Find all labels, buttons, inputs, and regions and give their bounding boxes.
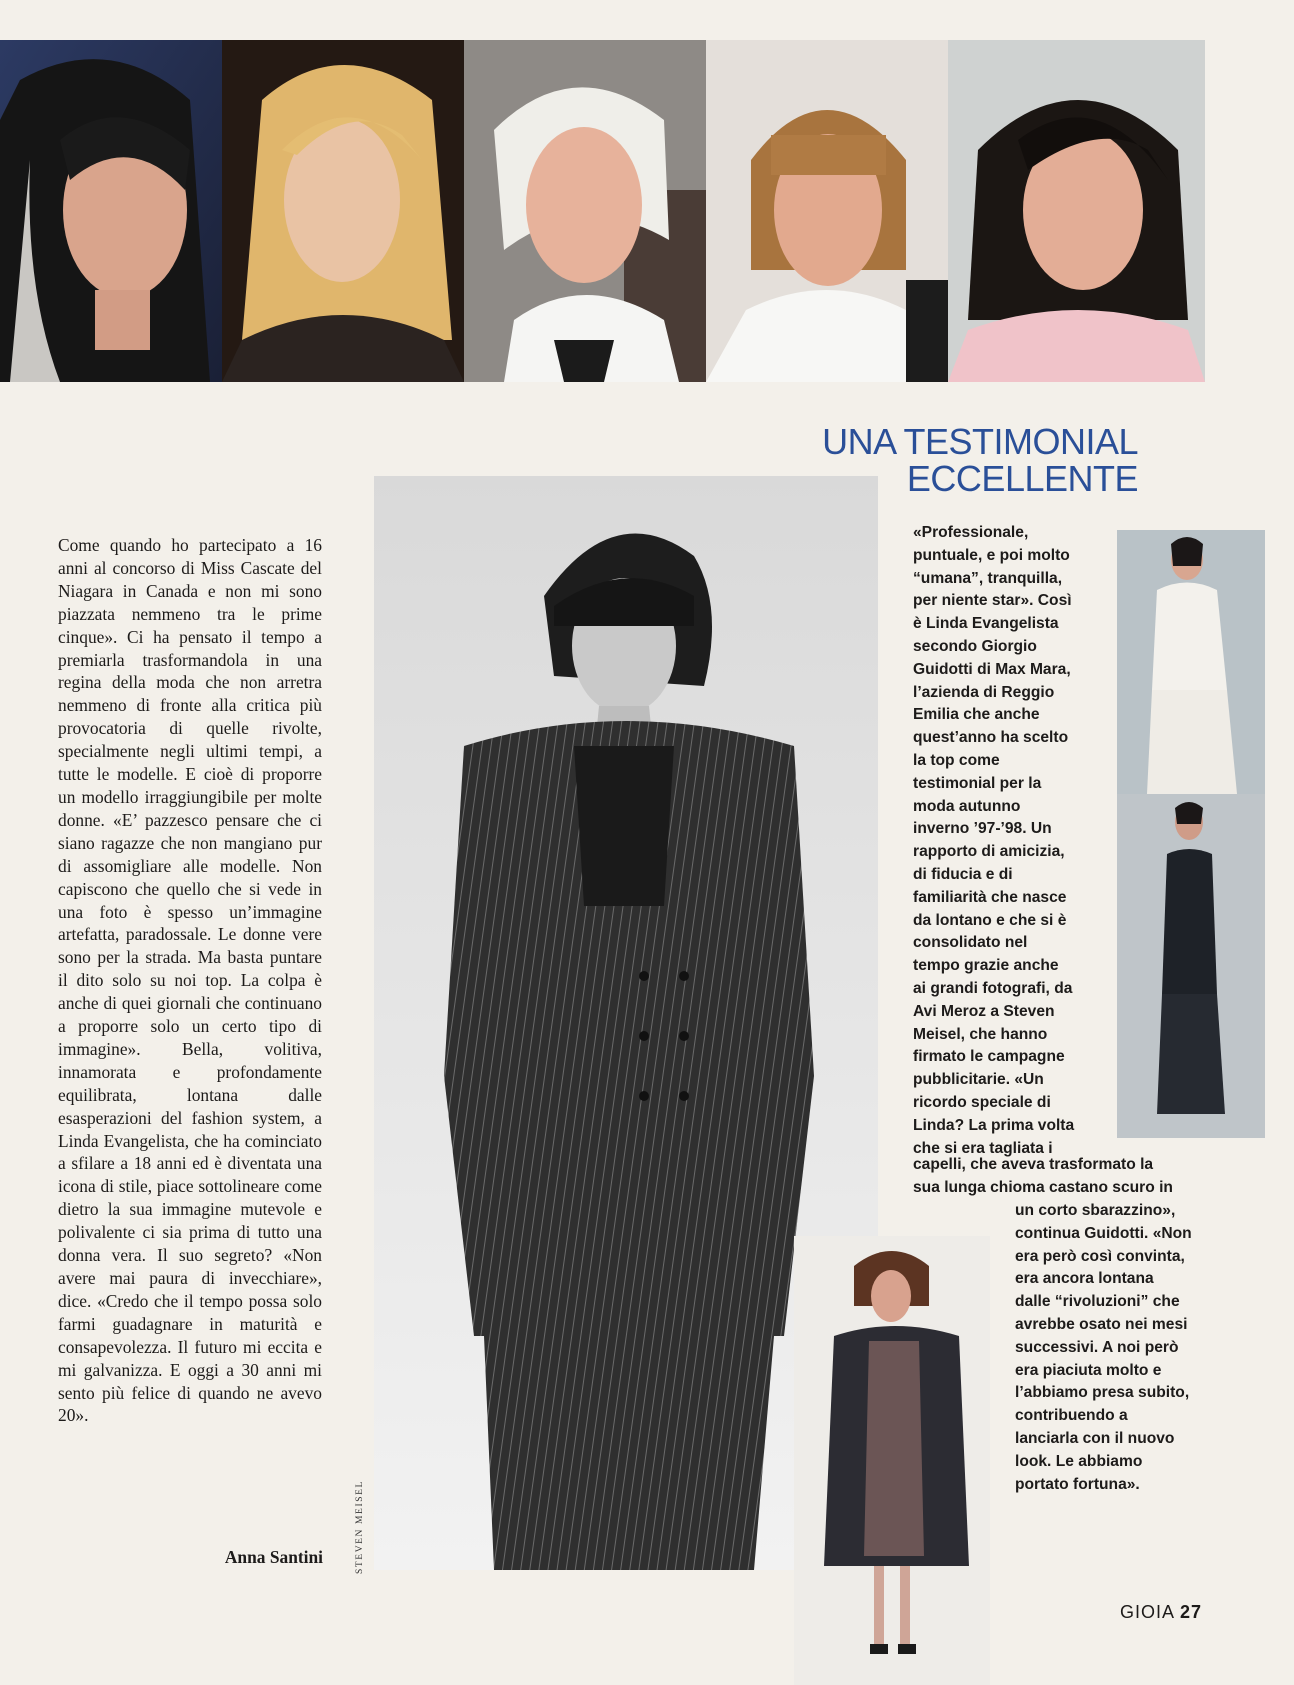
sidebar-quote-line: avrebbe osato nei mesi [1015,1315,1188,1333]
sidebar-quote-line: successivi. A noi però [1015,1338,1179,1356]
sidebar-quote-line: un corto sbarazzino», [1015,1202,1176,1219]
sidebar-quote-line: sua lunga chioma castano scuro in [913,1178,1173,1196]
sidebar-quote-line: tempo grazie anche [913,957,1059,975]
sidebar-quote-line: «Professionale, [913,524,1029,541]
headline-line-2: ECCELLENTE [906,458,1138,499]
sidebar-quote-line: ricordo speciale di [913,1093,1051,1111]
sidebar-quote-line: look. Le abbiamo [1015,1452,1143,1470]
sidebar-quote-line: era ancora lontana [1015,1270,1154,1288]
portrait-photo-1 [0,40,222,382]
sidebar-quote-line: da lontano e che si è [913,911,1067,929]
bottom-photo-coat-dress [794,1236,990,1685]
article-body-column [58,534,322,1427]
sidebar-quote-line: Guidotti di Max Mara, [913,660,1071,678]
sidebar-quote-line: Meisel, che hanno [913,1025,1048,1043]
sidebar-quote-line: continua Guidotti. «Non [1015,1224,1192,1242]
sidebar-quote-line: ai grandi fotografi, da [913,979,1073,997]
sidebar-quote-line: Avi Meroz a Steven [913,1002,1055,1020]
sidebar-quote-line: puntuale, e poi molto [913,546,1070,564]
sidebar-quote-line: era però così convinta, [1015,1247,1185,1265]
sidebar-quote-line: moda autunno [913,797,1021,815]
sidebar-quote-upper [913,522,1113,1160]
sidebar-quote-line: lanciarla con il nuovo [1015,1429,1175,1447]
sidebar-quote-line: inverno ’97-’98. Un [913,820,1052,838]
sidebar-quote-line: Linda? La prima volta [913,1116,1075,1134]
sidebar-quote-line: di fiducia e di [913,865,1013,883]
sidebar-quote-line: firmato le campagne [913,1048,1065,1066]
sidebar-quote-line: contribuendo a [1015,1407,1128,1425]
article-paragraph: Come quando ho partecipato a 16 anni al concorso di Miss Cascate del Niagara in Canada e non mi sono piazzata nemmeno tra le prime cinque». Ci ha pensato il tempo a premiarla trasformandola in una regina della moda che non arretra nemmeno di fronte alla critica più provocatoria di quelle rivolte, specialmente negli ultimi tempi, a tutte le modelle. E cioè di proporre un modello irraggiungibile per molte donne. «E’ pazzesco pensare che ci siano ragazze che non mangiano pur di assomigliare alle modelle. Non capiscono che quello che si vede in una foto è spesso un’immagine artefatta, paradossale. Le donne vere sono per la strada. Ma basta puntare il dito solo su noi top. La colpa è anche di quei giornali che continuano a proporre solo un certo tipo di immagine». Bella, volitiva, innamorata e profondamente equilibrata, lontana dalle esasperazioni del fashion system, a Linda Evangelista, che ha cominciato a sfilare a 18 anni ed è diventata una icona di stile, piace sottolineare come dietro la sua immagine mutevole e polivalente ci sia prima di tutto una donna vera. Il suo segreto? «Non avere mai paura di invecchiare», dice. «Credo che il tempo possa solo farmi guadagnare in maturità e consapevolezza. Il futuro mi eccita e mi galvanizza. E oggi a 30 anni mi sento più felice di quando ne avevo 20». [58,535,322,1426]
magazine-name: GIOIA [1120,1602,1175,1622]
sidebar-quote-line: dalle “rivoluzioni” che [1015,1293,1180,1311]
page-folio [1120,1602,1202,1623]
side-photo-black-dress [1117,794,1265,1138]
portrait-photo-3 [464,40,706,382]
sidebar-quote-line: familiarità che nasce [913,888,1067,906]
sidebar-quote-line: che si era tagliata i [913,1139,1053,1157]
sidebar-quote-line: la top come [913,751,1000,769]
sidebar-quote-line: per niente star». Così [913,592,1072,610]
sidebar-quote-line: consolidato nel [913,934,1028,952]
sidebar-quote-middle [913,1154,1213,1200]
portrait-photo-4 [706,40,948,382]
sidebar-quote-line: “umana”, tranquilla, [913,569,1063,587]
author-byline: Anna Santini [224,1547,323,1567]
sidebar-quote-line: portato fortuna». [1015,1475,1140,1493]
sidebar-quote-line: è Linda Evangelista [913,615,1059,633]
sidebar-quote-line: l’abbiamo presa subito, [1015,1384,1190,1402]
sidebar-quote-lower [1015,1200,1225,1496]
sidebar-quote-line: l’azienda di Reggio [913,683,1055,701]
photo-credit: STEVEN MEISEL [355,1480,365,1574]
sidebar-quote-line: capelli, che aveva trasformato la [913,1156,1154,1173]
sidebar-quote-line: era piaciuta molto e [1015,1361,1162,1379]
sidebar-quote-line: pubblicitarie. «Un [913,1071,1044,1089]
sidebar-quote-line: rapporto di amicizia, [913,843,1065,861]
sidebar-quote-line: secondo Giorgio [913,637,1037,655]
sidebar-quote-line: quest’anno ha scelto [913,729,1069,747]
portrait-strip [0,40,1205,382]
headline-line-1: UNA TESTIMONIAL [822,421,1138,462]
page-number: 27 [1180,1602,1203,1622]
portrait-photo-2 [222,40,464,382]
portrait-photo-5 [948,40,1205,382]
sidebar-quote-line: Emilia che anche [913,706,1040,724]
side-photo-white-suit [1117,530,1265,794]
sidebar-quote-line: testimonial per la [913,774,1042,792]
